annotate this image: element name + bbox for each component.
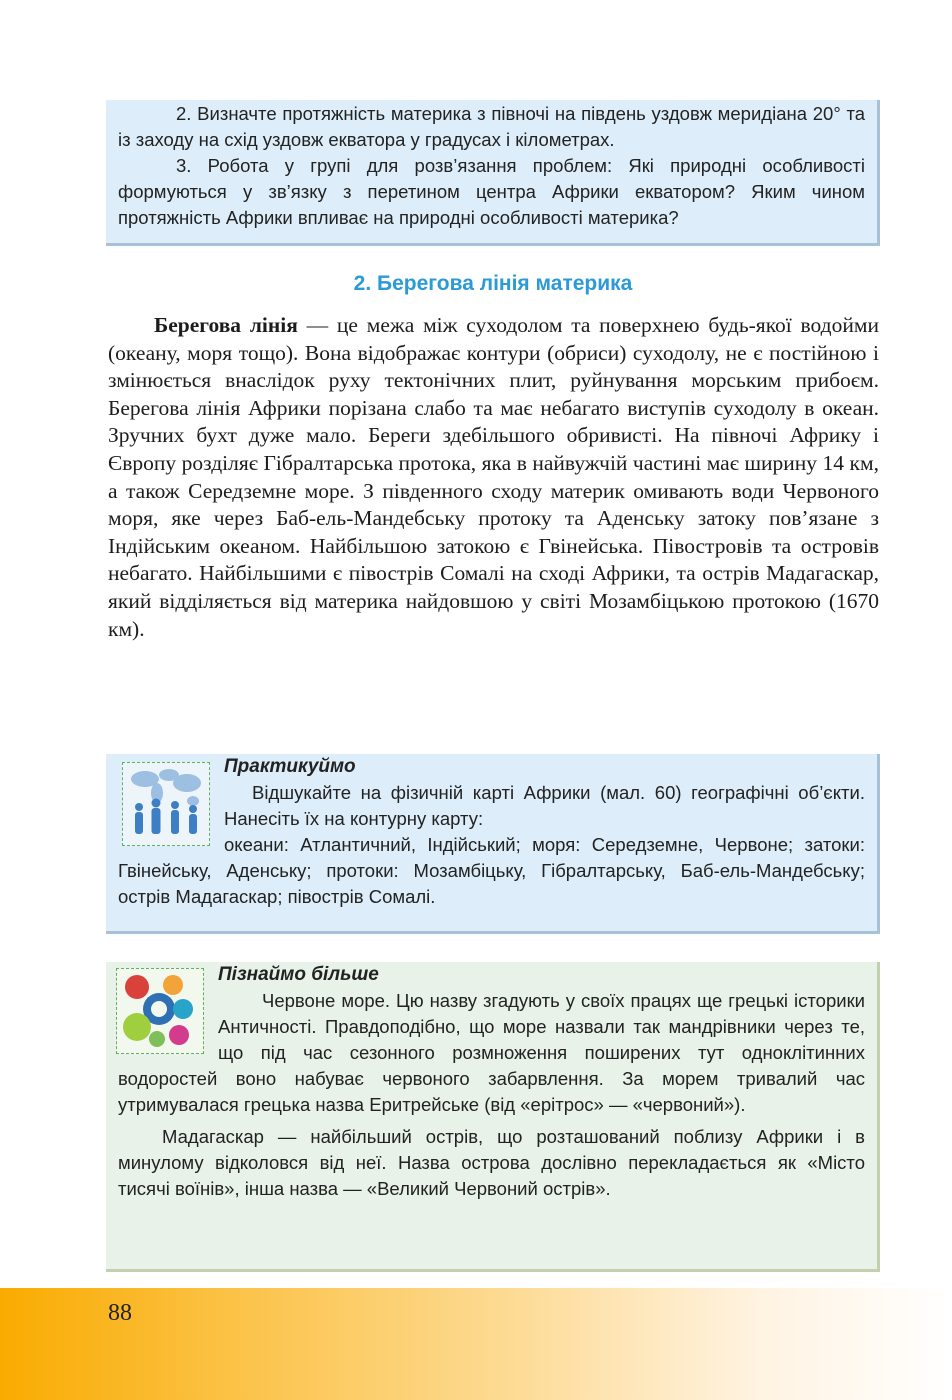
people-world-map-icon xyxy=(122,762,210,846)
practice-paragraph-1: Відшукайте на фізичній карті Африки (мал. 60) географічні об’єкти. Нанесіть їх на контурну карту: xyxy=(224,782,865,829)
colorful-discovery-icon xyxy=(116,968,204,1054)
learn-more-paragraph-2: Мадагаскар — найбільший острів, що розташований поблизу Африки і в минулому відколовся від неї. Назва острова дослівно перекладається як «Місто тисячі воїнів», інша назва — «Великий Червоний острів». xyxy=(118,1126,865,1199)
learn-more-box xyxy=(106,962,880,1272)
task-box xyxy=(106,100,880,246)
learn-more-paragraph-1: Червоне море. Цю назву згадують у своїх працях ще грецькі історики Античності. Правдоподібно, що море назвали так мандрівники через те, що під час сезонного розмноження поширених тут одноклітинних водоростей воно набуває червоного забарвлення. За морем тривалий час утримувалася грецька назва Еритрейське (від «ерітрос» — «червоний»). xyxy=(118,990,865,1115)
section-body-text xyxy=(108,312,879,643)
task-paragraph-3: 3. Робота у групі для розв’язання проблем: Які природні особливості формуються у зв’язку з перетином центра Африки екватором? Яким чином протяжність Африки впливає на природні особливості материка? xyxy=(118,155,865,228)
practice-paragraph-2: океани: Атлантичний, Індійський; моря: Середземне, Червоне; затоки: Гвінейську, Аденську; протоки: Мозамбіцьку, Гібралтарську, Баб-ель-Мандебську; острів Мадагаскар; півострів Сомалі. xyxy=(118,834,865,907)
section-title: 2. Берегова лінія материка xyxy=(353,272,633,295)
section-body: — це межа між суходолом та поверхнею будь-якої водойми (океану, моря тощо). Вона відображає контури (обриси) суходолу, не є постійною і змінюється внаслідок руху тектонічних плит, руйнування морським прибоєм. Берегова лінія Африки порізана слабо та має небагато виступів суходолу в океан. Зручних бухт дуже мало. Береги здебільшого обривисті. На півночі Африку і Європу розділяє Гібралтарська протока, яка в найвужчій частині має ширину 14 км, а також Середземне море. З південного сходу материк омивають води Червоного моря, яке через Баб-ель-Мандебську протоку та Аденську затоку пов’язане з Індійським океаном. Найбільшою затокою є Гвінейська. Півостровів та островів небагато. Найбільшими є півострів Сомалі на сході Африки, та острів Мадагаскар, який відділяється від материка найдовшою у світі Мозамбіцькою протокою (1670 км). xyxy=(108,313,879,641)
term-highlight: Берегова лінія xyxy=(154,313,298,337)
practice-box xyxy=(106,754,880,934)
footer-band xyxy=(0,1288,952,1400)
task-paragraph-2: 2. Визначте протяжність материка з півночі на південь уздовж меридіана 20° та із заходу на схід уздовж екватора у градусах і кілометрах. xyxy=(118,103,865,150)
learn-more-title: Пізнаймо більше xyxy=(218,964,379,985)
practice-title: Практикуймо xyxy=(224,756,356,777)
page-number: 88 xyxy=(108,1300,132,1326)
